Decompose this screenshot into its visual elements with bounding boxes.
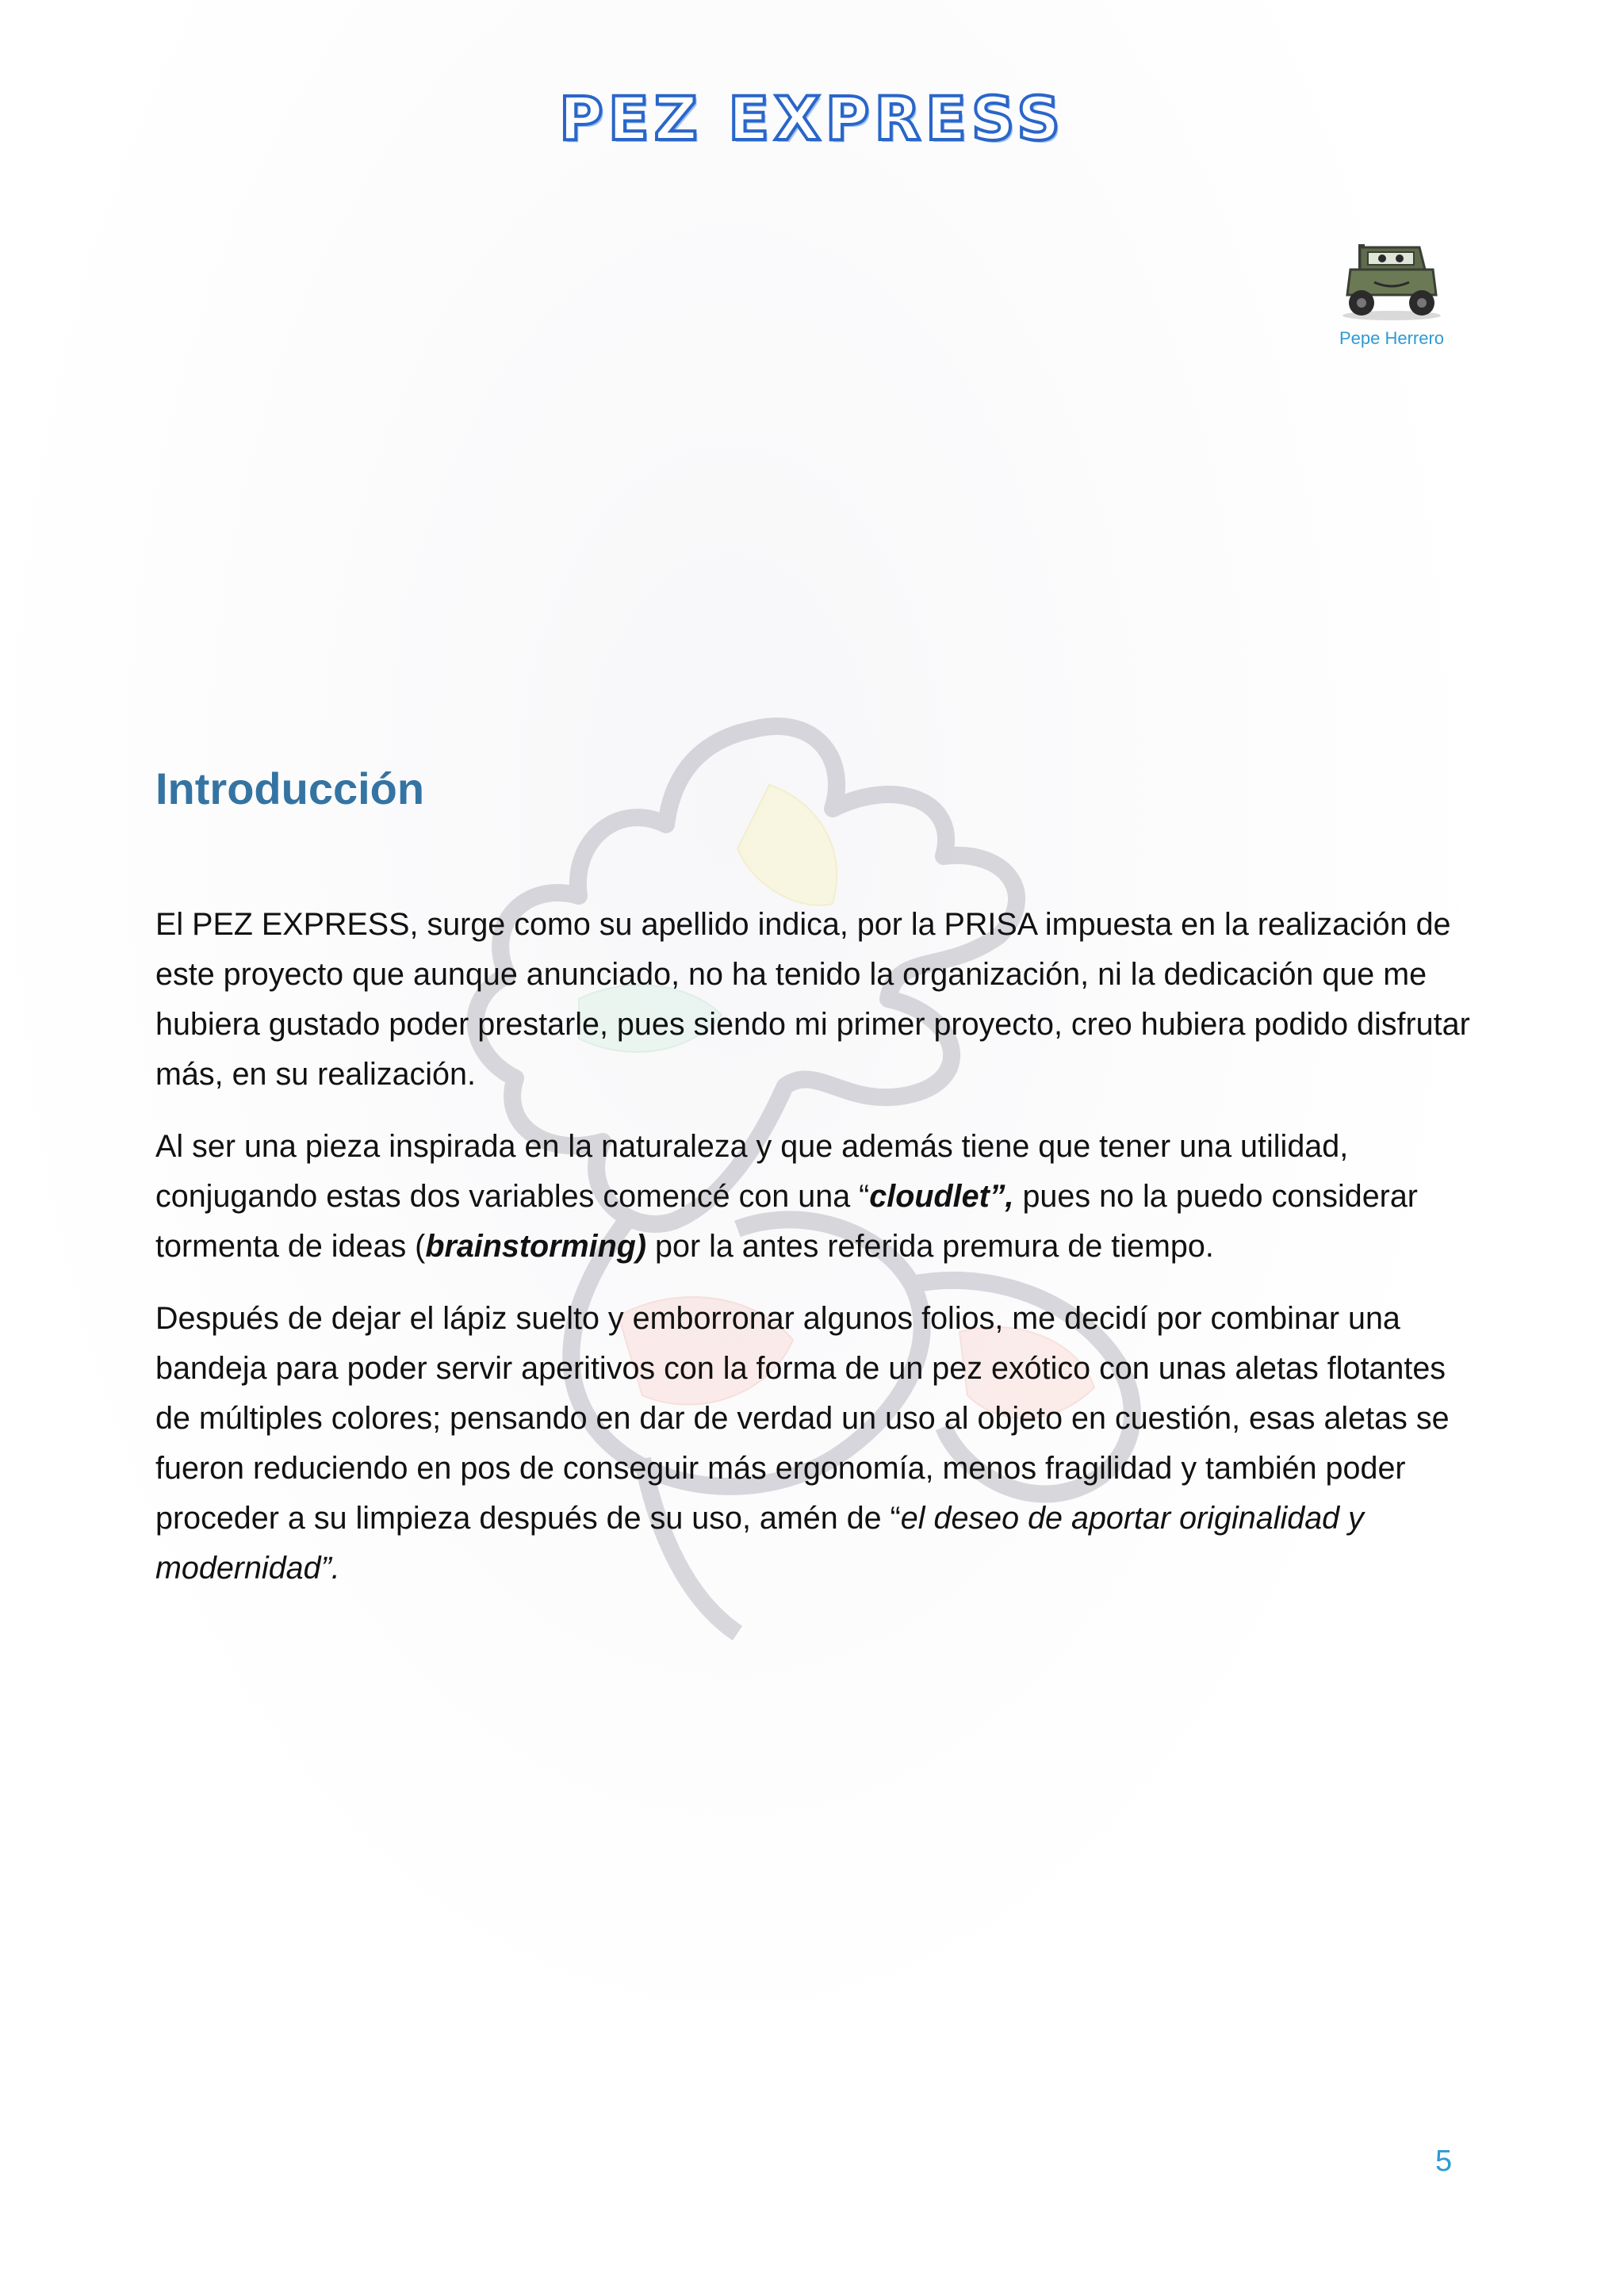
paragraph-2-text: pues no la puedo considerar tormenta de ideas ( — [155, 1179, 1418, 1264]
paragraph-2-text: por la antes referida premura de tiempo. — [646, 1229, 1214, 1264]
emphasis-cloudlet: cloudlet — [869, 1179, 990, 1214]
jeep-icon — [1336, 230, 1447, 325]
author-block — [1308, 230, 1475, 349]
page-number: 5 — [1435, 2145, 1453, 2178]
author-name: Pepe Herrero — [1339, 328, 1445, 348]
paragraph-2-text: Al ser una pieza inspirada en la naturaleza y que además tiene que tener una utilidad, conjugando estas dos variables comencé con una “ — [155, 1129, 1349, 1214]
paragraph-2 — [155, 1122, 1488, 1272]
section-heading: Introducción — [155, 763, 425, 813]
emphasis-brainstorming: brainstorming) — [425, 1229, 647, 1264]
paragraph-3-text: Después de dejar el lápiz suelto y emborronar algunos folios, me decidí por combinar una bandeja para poder servir aperitivos con la forma de un pez exótico con unas aletas flotantes de múltiples colores; pensando en dar de verdad un uso al objeto en cuestión, esas aletas se fueron reduciendo en pos de conseguir más ergonomía, menos fragilidad y también poder proceder a su limpieza después de su uso, amén de “ — [155, 1301, 1450, 1536]
body-text — [155, 900, 1488, 1616]
document-title: PEZ EXPRESS — [559, 83, 1065, 154]
paragraph-1: El PEZ EXPRESS, surge como su apellido indica, por la PRISA impuesta en la realización de este proyecto que aunque anunciado, no ha tenido la organización, ni la dedicación que me hubiera gustado poder prestarle, pues siendo mi primer proyecto, creo hubiera podido disfrutar más, en su realización. — [155, 907, 1470, 1092]
paragraph-3 — [155, 1294, 1488, 1594]
emphasis-quote: el deseo de aportar originalidad y modernidad”. — [155, 1501, 1364, 1586]
emphasis-quote-close: ”, — [989, 1179, 1014, 1214]
